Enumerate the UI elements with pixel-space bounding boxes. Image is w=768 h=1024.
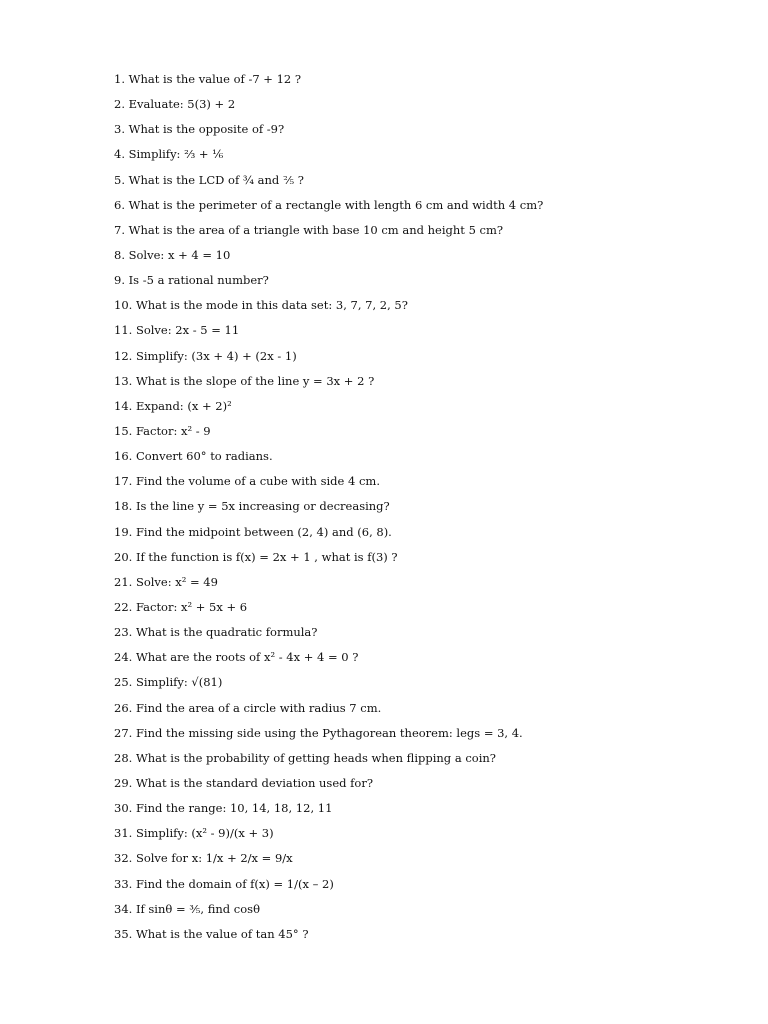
- question-item: 29. What is the standard deviation used for?: [114, 775, 374, 790]
- question-item: 25. Simplify: √(81): [114, 675, 223, 690]
- question-item: 19. Find the midpoint between (2, 4) and (6, 8).: [114, 524, 392, 539]
- question-item: 13. What is the slope of the line y = 3x + 2 ?: [114, 373, 375, 388]
- question-item: 22. Factor: x² + 5x + 6: [114, 599, 248, 614]
- question-item: 14. Expand: (x + 2)²: [114, 398, 232, 413]
- question-item: 28. What is the probability of getting heads when flipping a coin?: [114, 750, 496, 765]
- question-item: 6. What is the perimeter of a rectangle with length 6 cm and width 4 cm?: [114, 197, 544, 212]
- question-item: 15. Factor: x² - 9: [114, 423, 211, 438]
- question-item: 8. Solve: x + 4 = 10: [114, 247, 231, 262]
- question-item: 1. What is the value of -7 + 12 ?: [114, 72, 302, 86]
- question-item: 35. What is the value of tan 45° ?: [114, 926, 309, 941]
- question-item: 3. What is the opposite of -9?: [114, 122, 285, 137]
- question-item: 16. Convert 60° to radians.: [114, 449, 273, 464]
- question-item: 2. Evaluate: 5(3) + 2: [114, 97, 236, 112]
- question-item: 17. Find the volume of a cube with side 4 cm.: [114, 474, 380, 489]
- question-item: 4. Simplify: ⅔ + ⅙: [114, 147, 224, 162]
- question-item: 31. Simplify: (x² - 9)/(x + 3): [114, 826, 274, 841]
- question-item: 20. If the function is f(x) = 2x + 1 , what is f(3) ?: [114, 549, 398, 564]
- question-item: 32. Solve for x: 1/x + 2/x = 9/x: [114, 851, 293, 866]
- question-item: 24. What are the roots of x² - 4x + 4 = 0 ?: [114, 650, 359, 665]
- question-list: [114, 70, 734, 950]
- question-item: 7. What is the area of a triangle with base 10 cm and height 5 cm?: [114, 222, 504, 237]
- question-item: 10. What is the mode in this data set: 3, 7, 7, 2, 5?: [114, 298, 408, 313]
- question-item: 30. Find the range: 10, 14, 18, 12, 11: [114, 801, 333, 816]
- question-item: 26. Find the area of a circle with radius 7 cm.: [114, 700, 382, 715]
- question-item: 5. What is the LCD of ¾ and ⅖ ?: [114, 172, 304, 187]
- question-item: 27. Find the missing side using the Pythagorean theorem: legs = 3, 4.: [114, 725, 523, 740]
- question-item: 33. Find the domain of f(x) = 1/(x – 2): [114, 876, 334, 891]
- question-item: 12. Simplify: (3x + 4) + (2x - 1): [114, 348, 297, 363]
- question-item: 11. Solve: 2x - 5 = 11: [114, 323, 240, 338]
- question-item: 18. Is the line y = 5x increasing or decreasing?: [114, 499, 390, 514]
- question-item: 23. What is the quadratic formula?: [114, 625, 318, 640]
- question-item: 21. Solve: x² = 49: [114, 574, 218, 589]
- question-item: 9. Is -5 a rational number?: [114, 273, 269, 288]
- question-item: 34. If sinθ = ⅗, find cosθ: [114, 901, 260, 916]
